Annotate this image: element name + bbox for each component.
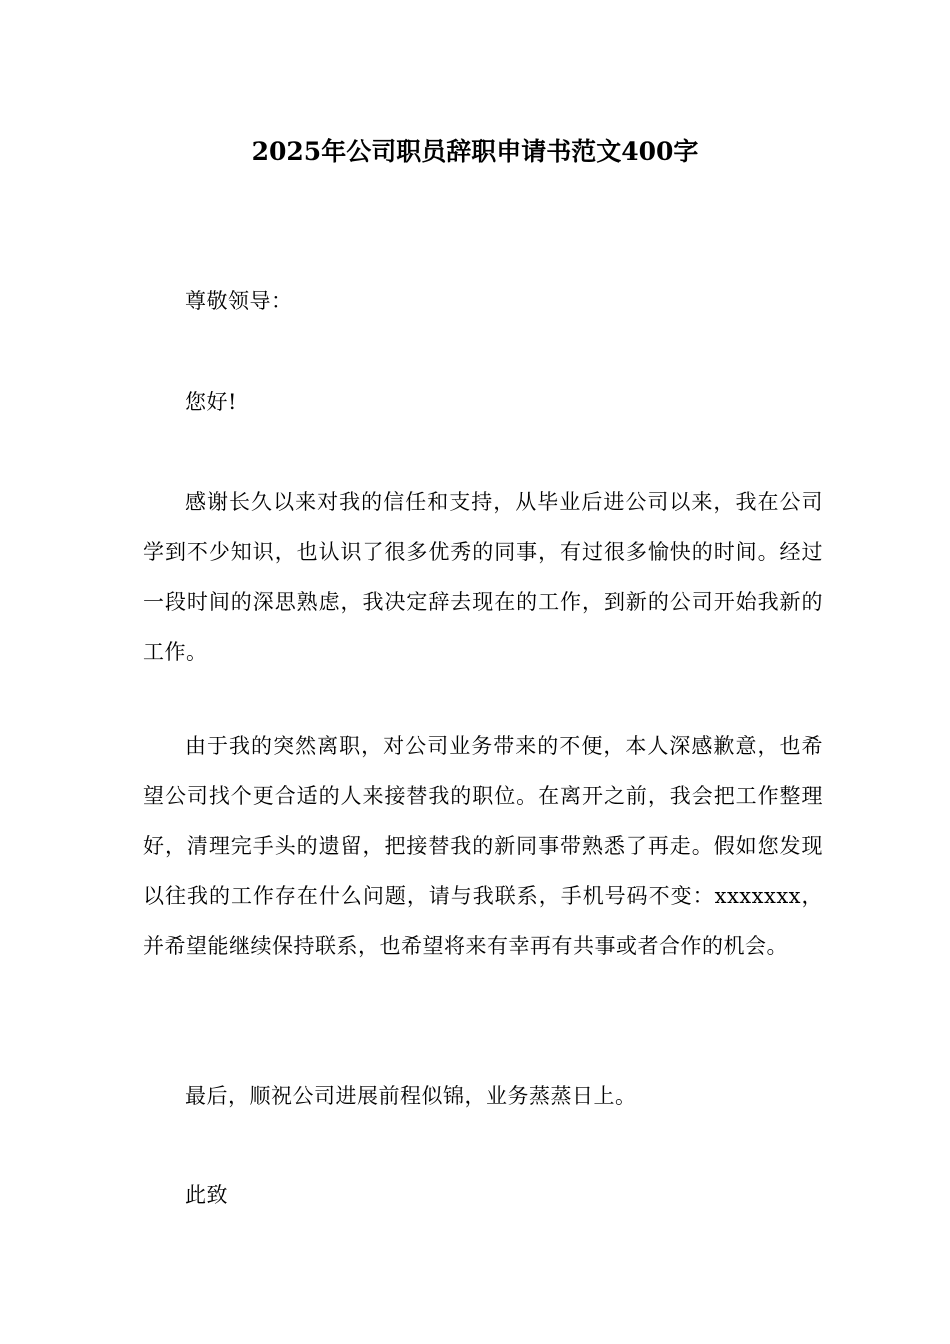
salutation-text: 尊敬领导： [185, 289, 293, 313]
document-title: 2025年公司职员辞职申请书范文400字 [251, 137, 699, 166]
paragraph-1 [143, 477, 823, 677]
paragraph-text: 由于我的突然离职，对公司业务带来的不便，本人深感歉意，也希望公司找个更合适的人来接替我的职位。在离开之前，我会把工作整理好，清理完手头的遗留，把接替我的新同事带熟悉了再走。假如您发现以往我的工作存在什么问题，请与我联系，手机号码不变：xxxxxxx，并希望能继续保持联系，也希望将来有幸再有共事或者合作的机会。 [143, 734, 823, 958]
paragraph-2 [143, 721, 823, 971]
paragraph-text: 感谢长久以来对我的信任和支持，从毕业后进公司以来，我在公司学到不少知识，也认识了很多优秀的同事，有过很多愉快的时间。经过一段时间的深思熟虑，我决定辞去现在的工作，到新的公司开始我新的工作。 [143, 490, 823, 664]
closing [143, 1170, 823, 1220]
salutation [143, 276, 823, 326]
greeting [143, 377, 823, 427]
paragraph-3 [143, 1071, 823, 1121]
closing-text: 此致 [185, 1183, 228, 1207]
greeting-text: 您好! [185, 390, 237, 414]
paragraph-text: 最后，顺祝公司进展前程似锦，业务蒸蒸日上。 [185, 1084, 637, 1108]
